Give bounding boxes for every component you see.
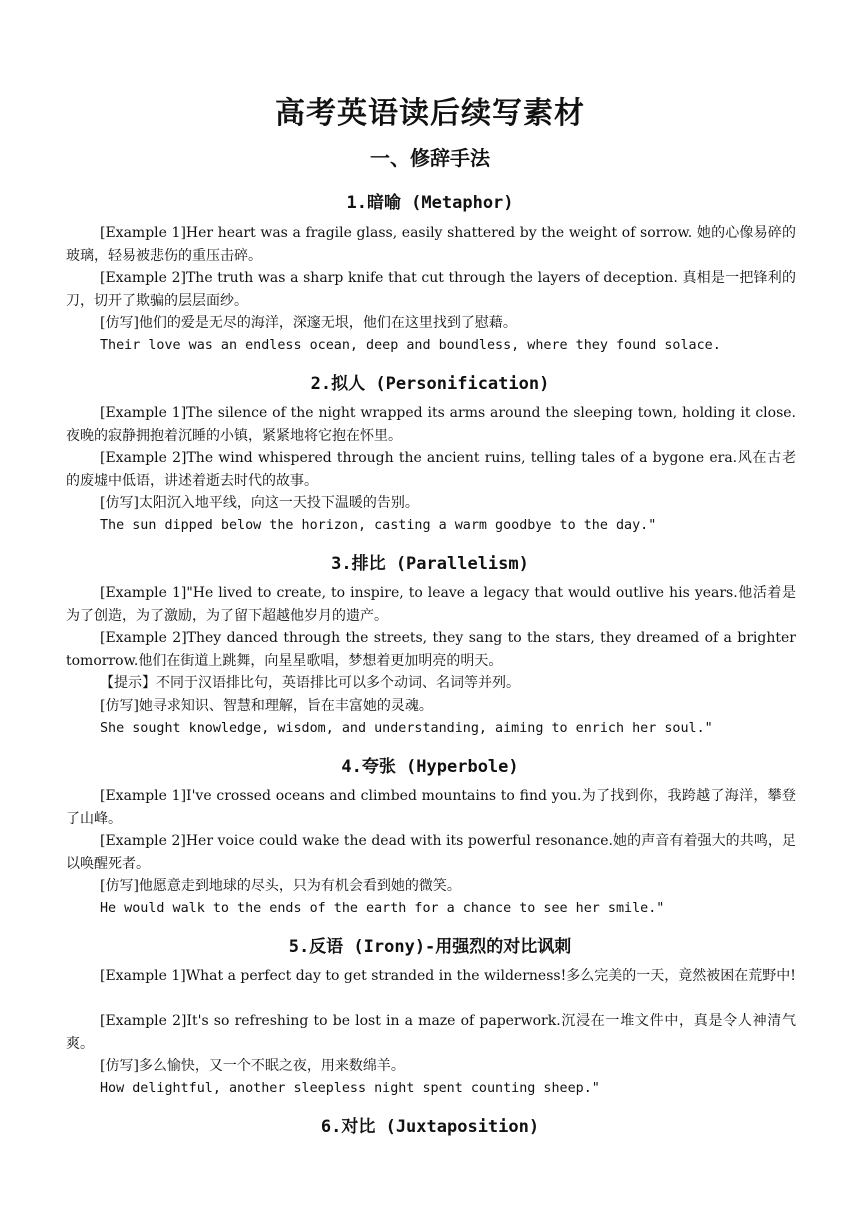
imitation-cn-irony: [仿写]多么愉快，又一个不眠之夜，用来数绵羊。 xyxy=(100,1058,405,1074)
example-1-hyperbole: [Example 1]I've crossed oceans and climbed mountains to find you.为了找到你，我跨越了海洋，攀登了山峰。 xyxy=(66,788,796,827)
example-1-metaphor: [Example 1]Her heart was a fragile glass, easily shattered by the weight of sorrow. 她的心像易碎的玻璃，轻易被悲伤的重压击碎。 xyxy=(66,225,796,264)
example-1-personification: [Example 1]The silence of the night wrapped its arms around the sleeping town, holding it close.夜晚的寂静拥抱着沉睡的小镇，紧紧地将它抱在怀里。 xyxy=(66,405,796,444)
example-1-parallelism: [Example 1]"He lived to create, to inspire, to leave a legacy that would outlive his years.他活着是为了创造，为了激励，为了留下超越他岁月的遗产。 xyxy=(66,585,796,624)
example-2-irony: [Example 2]It's so refreshing to be lost in a maze of paperwork.沉浸在一堆文件中，真是令人神清气爽。 xyxy=(66,1013,796,1052)
heading-parallelism: 3.排比 (Parallelism) xyxy=(331,554,529,574)
imitation-cn-personification: [仿写]太阳沉入地平线，向这一天投下温暖的告别。 xyxy=(100,495,419,511)
imitation-en-hyperbole: He would walk to the ends of the earth for a chance to see her smile." xyxy=(100,901,665,916)
heading-metaphor: 1.暗喻 (Metaphor) xyxy=(346,193,514,213)
example-2-personification: [Example 2]The wind whispered through the ancient ruins, telling tales of a bygone era.风在古老的废墟中低语，讲述着逝去时代的故事。 xyxy=(66,450,796,489)
heading-hyperbole: 4.夸张 (Hyperbole) xyxy=(341,757,519,777)
imitation-cn-metaphor: [仿写]他们的爱是无尽的海洋，深邃无垠，他们在这里找到了慰藉。 xyxy=(100,315,517,331)
tip-parallelism: 【提示】不同于汉语排比句，英语排比可以多个动词、名词等并列。 xyxy=(100,675,520,691)
imitation-en-irony: How delightful, another sleepless night spent counting sheep." xyxy=(100,1081,600,1096)
section-title: 一、修辞手法 xyxy=(370,146,490,170)
imitation-cn-parallelism: [仿写]她寻求知识、智慧和理解，旨在丰富她的灵魂。 xyxy=(100,698,433,714)
example-2-metaphor: [Example 2]The truth was a sharp knife that cut through the layers of deception. 真相是一把锋利的刀，切开了欺骗的层层面纱。 xyxy=(66,270,796,309)
example-2-parallelism: [Example 2]They danced through the streets, they sang to the stars, they dreamed of a brighter tomorrow.他们在街道上跳舞，向星星歌唱，梦想着更加明亮的明天。 xyxy=(66,630,796,669)
imitation-en-metaphor: Their love was an endless ocean, deep and boundless, where they found solace. xyxy=(100,338,721,353)
imitation-en-parallelism: She sought knowledge, wisdom, and understanding, aiming to enrich her soul." xyxy=(100,721,713,736)
heading-irony: 5.反语 (Irony)-用强烈的对比讽刺 xyxy=(288,937,572,957)
heading-juxtaposition: 6.对比 (Juxtaposition) xyxy=(320,1117,540,1137)
example-1-irony: [Example 1]What a perfect day to get stranded in the wilderness!多么完美的一天，竟然被困在荒野中! xyxy=(100,968,796,984)
heading-personification: 2.拟人 (Personification) xyxy=(310,374,550,394)
imitation-cn-hyperbole: [仿写]他愿意走到地球的尽头，只为有机会看到她的微笑。 xyxy=(100,878,461,894)
imitation-en-personification: The sun dipped below the horizon, casting a warm goodbye to the day." xyxy=(100,518,657,533)
document-title: 高考英语读后续写素材 xyxy=(275,96,585,131)
example-2-hyperbole: [Example 2]Her voice could wake the dead with its powerful resonance.她的声音有着强大的共鸣，足以唤醒死者。 xyxy=(66,833,796,872)
